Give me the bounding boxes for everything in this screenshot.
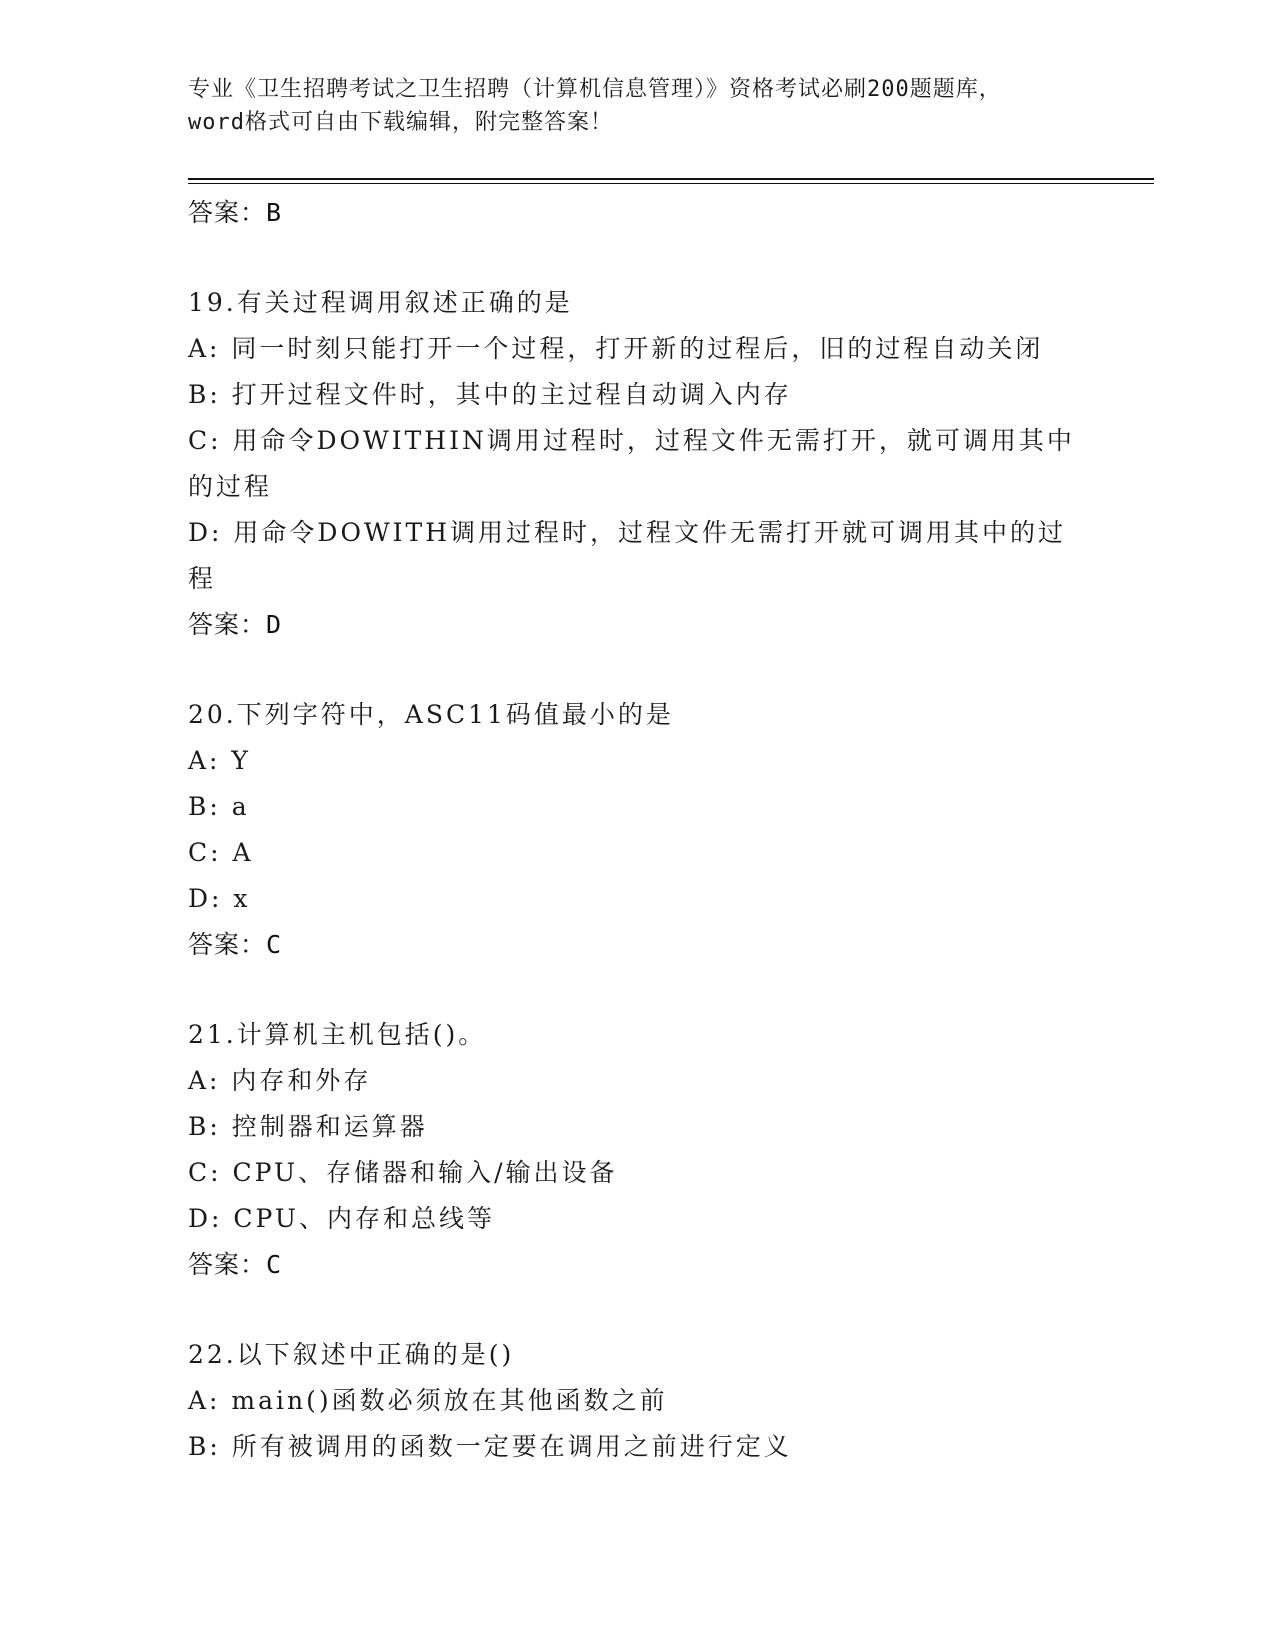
header-title-line2: word格式可自由下载编辑，附完整答案！ bbox=[188, 110, 613, 135]
option-a: A: main()函数必须放在其他函数之前 bbox=[188, 1386, 668, 1415]
option-d: D: x bbox=[188, 884, 251, 913]
question-stem: 21.计算机主机包括()。 bbox=[188, 1020, 487, 1049]
option-a: A: 同一时刻只能打开一个过程，打开新的过程后，旧的过程自动关闭 bbox=[188, 334, 1044, 363]
spacer bbox=[188, 968, 1088, 1012]
question-stem: 19.有关过程调用叙述正确的是 bbox=[188, 288, 573, 317]
question-21 bbox=[188, 1012, 1088, 1288]
option-b: B: 控制器和运算器 bbox=[188, 1112, 428, 1141]
question-19 bbox=[188, 280, 1088, 648]
option-a: A: 内存和外存 bbox=[188, 1066, 372, 1095]
option-b: B: 打开过程文件时，其中的主过程自动调入内存 bbox=[188, 380, 792, 409]
spacer bbox=[188, 648, 1088, 692]
option-c: C: 用命令DOWITHIN调用过程时，过程文件无需打开，就可调用其中 bbox=[188, 426, 1075, 455]
option-c-continued: 的过程 bbox=[188, 472, 273, 501]
option-a: A: Y bbox=[188, 746, 251, 775]
option-d-continued: 程 bbox=[188, 564, 217, 593]
header-divider-thin bbox=[188, 183, 1154, 184]
answer: 答案：D bbox=[188, 610, 283, 639]
option-b: B: 所有被调用的函数一定要在调用之前进行定义 bbox=[188, 1432, 792, 1461]
question-22 bbox=[188, 1332, 1088, 1470]
option-d: D: 用命令DOWITH调用过程时，过程文件无需打开就可调用其中的过 bbox=[188, 518, 1067, 547]
option-c: C: CPU、存储器和输入/输出设备 bbox=[188, 1158, 618, 1187]
spacer bbox=[188, 236, 1088, 280]
option-d: D: CPU、内存和总线等 bbox=[188, 1204, 495, 1233]
header-title-line1: 专业《卫生招聘考试之卫生招聘（计算机信息管理）》资格考试必刷200题题库， bbox=[188, 77, 1002, 102]
option-c: C: A bbox=[188, 838, 254, 867]
header-divider-thick bbox=[188, 178, 1154, 180]
answer: 答案：C bbox=[188, 1250, 283, 1279]
spacer bbox=[188, 1288, 1088, 1332]
question-stem: 22.以下叙述中正确的是() bbox=[188, 1340, 515, 1369]
question-20 bbox=[188, 692, 1088, 968]
question-stem: 20.下列字符中，ASC11码值最小的是 bbox=[188, 700, 674, 729]
question-list bbox=[188, 190, 1088, 1470]
answer: 答案：C bbox=[188, 930, 283, 959]
document-header bbox=[188, 73, 1088, 139]
answer-previous: 答案：B bbox=[188, 198, 283, 227]
option-b: B: a bbox=[188, 792, 250, 821]
